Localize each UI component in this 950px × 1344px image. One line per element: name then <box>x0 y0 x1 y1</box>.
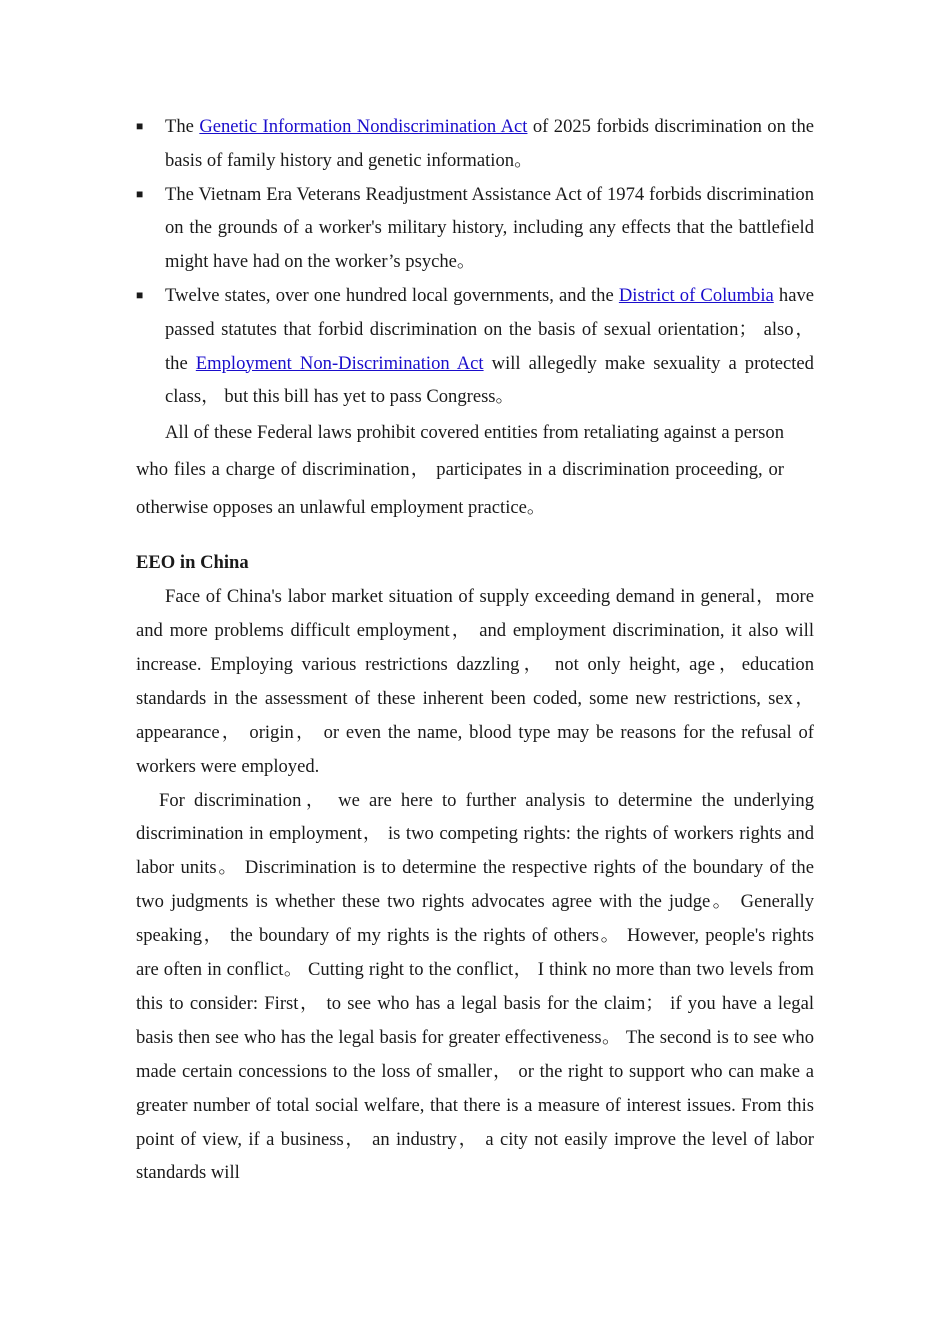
federal-laws-paragraph: All of these Federal laws prohibit covered entities from retaliating against a person who files a charge of discrimination， participates in a discrimination proceeding, or otherwise opposes an unlawful employment practice。 <box>136 422 784 518</box>
list-item <box>136 178 814 279</box>
district-of-columbia-link[interactable]: District of Columbia <box>618 284 774 306</box>
square-bullet-icon: ■ <box>136 186 144 201</box>
square-bullet-icon: ■ <box>136 119 144 133</box>
list-item <box>136 279 814 414</box>
list-item-text: The Vietnam Era Veterans Readjustment Assistance Act of 1974 forbids discrimination on the grounds of a worker's military history, including any effects that the battlefield might have had on the worker’s psyche。 <box>165 183 814 273</box>
list-item-text: of 2025 forbids discrimination on the basis of family history and genetic information。 <box>165 116 815 171</box>
list-item-text: have passed statutes that forbid discrimination on the basis of sexual orientation； also， the <box>165 284 815 374</box>
list-item-text: will allegedly make sexuality a protected class， but this bill has yet to pass Congress。 <box>165 352 814 408</box>
genetic-information-act-link[interactable]: Genetic Information Nondiscrimination Act <box>199 116 528 137</box>
list-item <box>136 110 814 178</box>
body-paragraph: Face of China's labor market situation of supply exceeding demand in general，more and more problems difficult employment， and employment discrimination, it also will increase. Employing various restrictions dazzling， not only height, age，education standards in the assessment of these inherent been coded, some new restrictions, sex， appearance， origin， or even the name, blood type may be reasons for the refusal of workers were employed. <box>136 586 814 777</box>
section-heading: EEO in China <box>136 552 249 574</box>
employment-non-discrimination-act-link[interactable]: Employment Non-Discrimination Act <box>195 352 484 374</box>
document-page <box>136 110 814 1190</box>
bullet-list <box>136 110 814 414</box>
square-bullet-icon: ■ <box>136 287 144 302</box>
list-item-text: The <box>165 116 200 137</box>
body-paragraph: For discrimination， we are here to further analysis to determine the underlying discrimination in employment， is two competing rights: the rights of workers rights and labor units。 Discrimination is to determine the respective rights of the boundary of the two judgments is whether these two rights advocates agree with the judge。 Generally speaking， the boundary of my rights is the rights of others。 However, people's rights are often in conflict。 Cutting right to the conflict， I think no more than two levels from this to consider: First， to see who has a legal basis for the claim； if you have a legal basis then see who has the legal basis for greater effectiveness。 The second is to see who made certain concessions to the loss of smaller， or the right to support who can make a greater number of total social welfare, that there is a measure of interest issues. From this point of view, if a business， an industry， a city not easily improve the level of labor standards will <box>136 789 814 1184</box>
list-item-text: Twelve states, over one hundred local governments, and the <box>165 284 619 306</box>
